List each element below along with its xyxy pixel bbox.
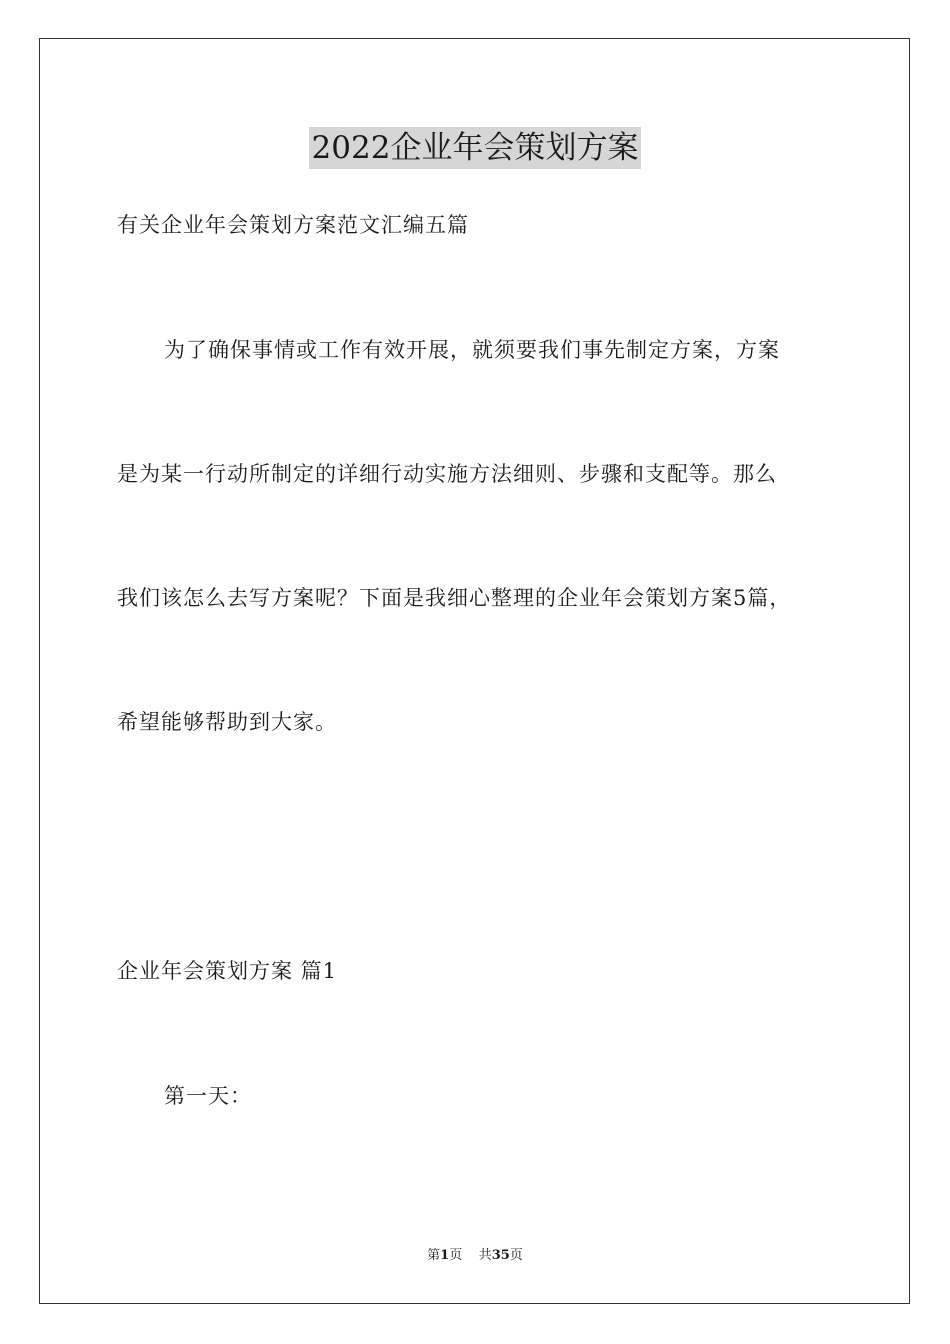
intro-line-3: 我们该怎么去写方案呢？下面是我细心整理的企业年会策划方案5篇， (117, 586, 792, 610)
footer-total-pages: 35 (491, 1248, 510, 1263)
footer-page-suffix: 页 (449, 1248, 463, 1263)
title-container (0, 127, 950, 169)
document-title: 2022企业年会策划方案 (309, 127, 642, 169)
footer-page-number: 1 (440, 1248, 450, 1263)
footer-total-prefix: 共 (478, 1248, 492, 1263)
intro-line-2: 是为某一行动所制定的详细行动实施方法细则、步骤和支配等。那么 (117, 462, 777, 486)
page-footer (0, 1247, 950, 1265)
section-heading: 企业年会策划方案 篇1 (117, 959, 338, 983)
document-subtitle: 有关企业年会策划方案范文汇编五篇 (117, 213, 469, 237)
intro-line-1: 为了确保事情或工作有效开展，就须要我们事先制定方案，方案 (164, 338, 780, 362)
day-label: 第一天： (164, 1084, 252, 1108)
footer-page-prefix: 第 (427, 1248, 441, 1263)
intro-line-4: 希望能够帮助到大家。 (117, 710, 337, 734)
footer-total-suffix: 页 (509, 1248, 523, 1263)
